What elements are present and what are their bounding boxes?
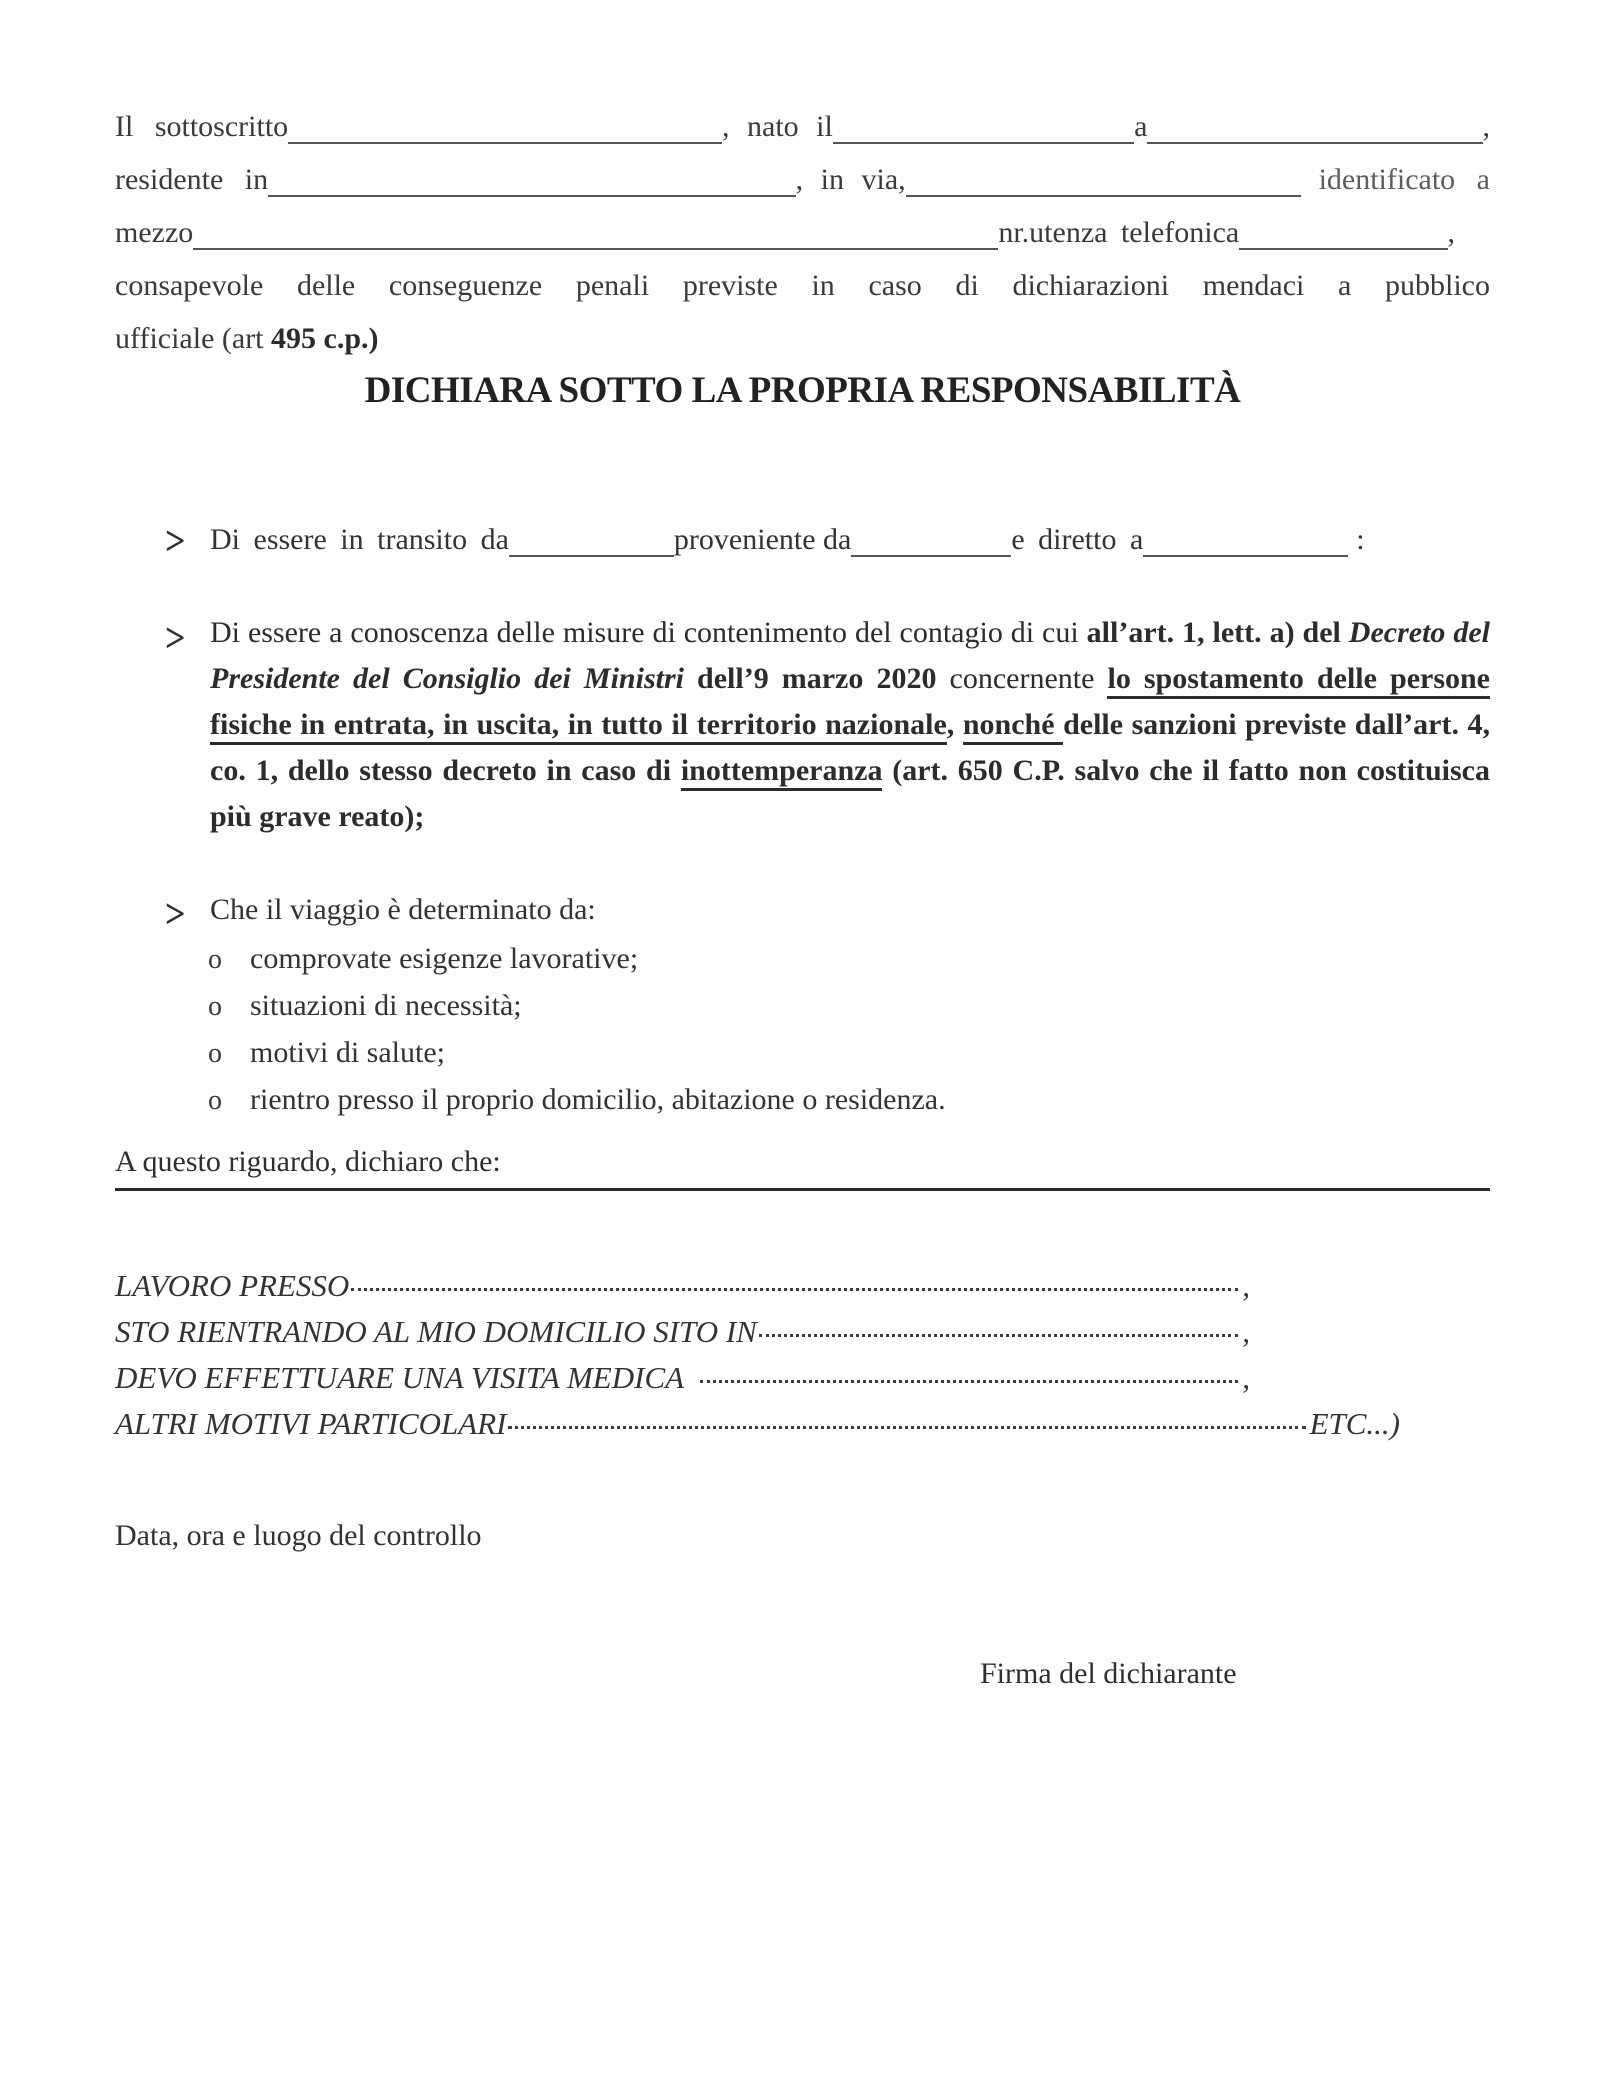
dotted-leader xyxy=(759,1334,1238,1337)
transit-statement xyxy=(115,513,1490,566)
declaration-heading: DICHIARA SOTTO LA PROPRIA RESPONSABILITÀ xyxy=(364,370,1241,411)
reason-row xyxy=(115,1263,1250,1309)
arrow-bullet-icon: > xyxy=(165,517,186,564)
travel-reason-text: comprovate esigenze lavorative; xyxy=(250,942,639,975)
travel-statement xyxy=(115,886,1490,937)
intro-line-4: consapevole delle conseguenze penali previste in caso di dichiarazioni mendaci a pubblico xyxy=(115,269,1490,302)
arrow-bullet-icon: > xyxy=(165,614,186,661)
travel-reason-item xyxy=(115,1030,1490,1077)
blank-field-street xyxy=(906,195,1301,197)
text-segment: , xyxy=(946,708,963,741)
intro-text: , xyxy=(1482,110,1490,143)
intro-text: nr.utenza telefonica xyxy=(998,216,1240,249)
travel-lead: Che il viaggio è determinato da: xyxy=(210,893,596,926)
circle-bullet-icon: o xyxy=(208,1038,222,1069)
intro-text: a xyxy=(1134,110,1148,143)
text-segment: dell’9 marzo 2020 xyxy=(697,662,950,695)
transit-text: e diretto a xyxy=(1011,523,1144,556)
knowledge-paragraph xyxy=(210,610,1490,840)
text-segment: (art. 650 C.P. salvo che il fatto non costituisca più grave reato); xyxy=(210,754,1490,833)
transit-text: Di essere in transito da xyxy=(210,523,509,556)
reason-row xyxy=(115,1355,1250,1401)
travel-reason-item xyxy=(115,1077,1490,1124)
intro-text: residente in xyxy=(115,163,269,196)
control-info-label: Data, ora e luogo del controllo xyxy=(115,1519,482,1552)
riguardo-line: A questo riguardo, dichiaro che: xyxy=(115,1145,501,1178)
blank-field-transit-from xyxy=(509,555,674,557)
intro-text-bold: 495 c.p.) xyxy=(271,322,379,355)
intro-text: , xyxy=(1447,216,1455,249)
blank-field-phone-number xyxy=(1239,248,1447,250)
intro-line-3 xyxy=(115,206,1490,259)
intro-text: ufficiale (art xyxy=(115,322,272,355)
travel-reason-item xyxy=(115,936,1490,983)
reason-tail: , xyxy=(1242,1314,1250,1349)
reason-row xyxy=(115,1309,1250,1355)
arrow-bullet-icon: > xyxy=(165,890,186,937)
circle-bullet-icon: o xyxy=(208,944,222,975)
blank-field-id-document xyxy=(193,248,998,250)
travel-reason-text: situazioni di necessità; xyxy=(250,989,522,1022)
reasons-block xyxy=(115,1263,1490,1447)
travel-reason-text: rientro presso il proprio domicilio, abitazione o residenza. xyxy=(250,1083,946,1116)
blank-field-birth-date xyxy=(833,142,1134,144)
blank-field-directed-to xyxy=(1143,555,1348,557)
travel-reason-text: motivi di salute; xyxy=(250,1036,445,1069)
blank-field-residence-city xyxy=(268,195,796,197)
blank-field-birth-place xyxy=(1147,142,1482,144)
intro-text: mezzo xyxy=(115,216,194,249)
blank-field-coming-from xyxy=(851,555,1011,557)
text-segment: delle sanzioni previste dall’art. 4, co. 1, dello stesso decreto in caso di xyxy=(210,708,1490,787)
circle-bullet-icon: o xyxy=(208,1085,222,1116)
intro-text: , in via, xyxy=(795,163,906,196)
intro-line-2 xyxy=(115,153,1490,206)
signature-label: Firma del dichiarante xyxy=(980,1657,1237,1690)
intro-text: identificato a xyxy=(1318,163,1490,196)
reason-label: LAVORO PRESSO xyxy=(115,1268,350,1303)
text-segment: all’art. 1, lett. a) del xyxy=(1086,616,1349,649)
intro-text: Il sottoscritto xyxy=(115,110,289,143)
transit-text: proveniente da xyxy=(673,523,852,556)
intro-line-5 xyxy=(115,312,1490,365)
text-segment-underlined: nonché xyxy=(963,708,1063,745)
text-segment: concernente xyxy=(949,662,1108,695)
divider-rule xyxy=(115,1188,1490,1191)
reason-tail: , xyxy=(1242,1360,1250,1395)
transit-line xyxy=(210,513,1490,566)
travel-reason-item xyxy=(115,983,1490,1030)
reason-label: DEVO EFFETTUARE UNA VISITA MEDICA xyxy=(115,1360,685,1395)
travel-reasons-list xyxy=(115,936,1490,1124)
intro-text: , nato il xyxy=(722,110,833,143)
dotted-leader xyxy=(351,1288,1238,1291)
reason-label: STO RIENTRANDO AL MIO DOMICILIO SITO IN xyxy=(115,1314,757,1349)
intro-line-1 xyxy=(115,100,1490,153)
text-segment-underlined: lo spostamento delle persone fisiche in entrata, in uscita, in tutto il territorio nazionale xyxy=(210,662,1490,745)
reason-tail: ETC...) xyxy=(1309,1406,1400,1441)
text-segment: Di essere a conoscenza delle misure di contenimento del contagio di cui xyxy=(210,616,1087,649)
transit-text: : xyxy=(1356,523,1365,556)
knowledge-statement xyxy=(115,610,1490,840)
reason-row xyxy=(115,1401,1400,1447)
circle-bullet-icon: o xyxy=(208,991,222,1022)
text-segment-underlined: inottemperanza xyxy=(681,754,883,791)
dotted-leader xyxy=(700,1380,1238,1383)
blank-field-subscriber-name xyxy=(288,142,722,144)
dotted-leader xyxy=(508,1426,1305,1429)
text-segment: Decreto del Presidente del Consiglio dei Ministri xyxy=(210,616,1490,695)
reason-label: ALTRI MOTIVI PARTICOLARI xyxy=(115,1406,507,1441)
reason-tail: , xyxy=(1242,1268,1250,1303)
